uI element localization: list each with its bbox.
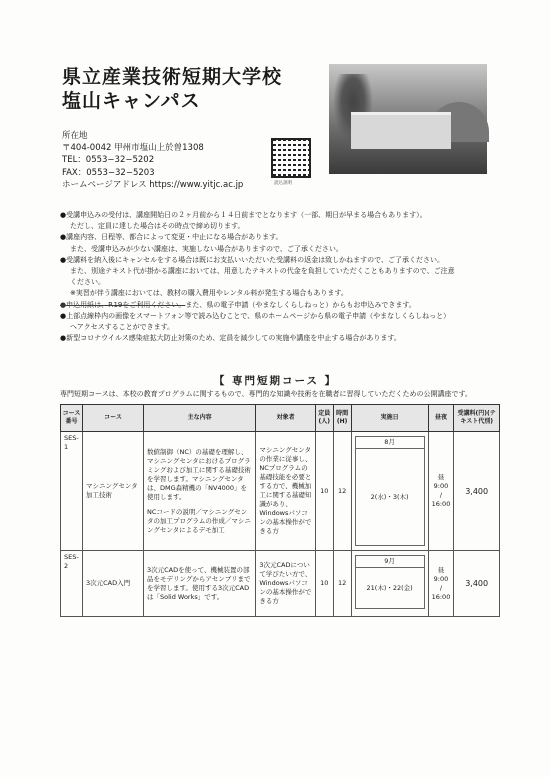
header-content: 主な内容 (144, 405, 256, 432)
course-content (144, 432, 256, 551)
note-5: ●上部点線枠内の画像をスマートフォン等で読み込むことで、県のホームページから県の電子申請（やまなしくらしねっと） (60, 311, 451, 320)
address-label: 所在地 (62, 131, 88, 141)
header-no: コース番号 (61, 405, 83, 432)
note-6: ●新型コロナウイルス感染症拡大防止対策のため、定員を減少しての実施や講座を中止する場合があります。 (60, 334, 401, 343)
fax: FAX：0553−32−5203 (62, 167, 155, 178)
course-date: 2(水)・3(木) (370, 492, 409, 501)
course-fee: 3,400 (454, 432, 500, 551)
notes (60, 210, 500, 344)
course-table (60, 404, 500, 617)
header-fee: 受講料(円)(テキスト代別) (454, 405, 500, 432)
school-name: 県立産業技術短期大学校 (62, 66, 283, 88)
table-row (61, 551, 500, 617)
course-name: マシニングセンタ加工技術 (82, 432, 143, 551)
header-hours: 時間(H) (333, 405, 351, 432)
note-3: ●受講料を納入後にキャンセルをする場合は既にお支払いいただいた受講料の返金は致しかねますので、ご了承ください。 (60, 255, 444, 264)
course-hours: 12 (333, 551, 351, 617)
table-header (61, 405, 500, 432)
course-time: 昼 9:00 / 16:00 (428, 432, 454, 551)
note-3c: ください。 (70, 278, 105, 287)
note-1b: ただし、定員に達した場合はその時点で締め切ります。 (70, 222, 245, 231)
note-4 (60, 300, 500, 311)
section-title: 【 専門短期コース 】 (213, 375, 338, 387)
note-2b: また、受講申込みが少ない講座は、実施しない場合がありますので、ご了承ください。 (70, 244, 343, 253)
course-no: SES-2 (61, 551, 83, 617)
course-month: 8月 (356, 437, 424, 449)
note-1: ●受講申込みの受付は、講座開始日の２ヶ月前から１４日前までとなります（一部、期日が早まる場合もあります）。 (60, 211, 427, 219)
course-hours: 12 (333, 432, 351, 551)
header-course: コース (82, 405, 143, 432)
note-2: ●講座内容、日程等、都合によって変更・中止になる場合があります。 (60, 233, 283, 242)
course-time: 昼 9:00 / 16:00 (428, 551, 454, 617)
postal-address: 〒404-0042 甲州市塩山上於曽1308 (62, 143, 204, 154)
header-time: 昼夜 (428, 405, 454, 432)
course-date: 21(木)・22(金) (366, 583, 413, 592)
section-desc: 専門短期コースは、本校の教育プログラムに関するもので、専門的な知識や技術を在職者に習得していただくための公開講座です。 (60, 390, 472, 398)
header-date: 実施日 (351, 405, 428, 432)
homepage[interactable]: ホームページアドレス https://www.yitjc.ac.jp (62, 179, 244, 190)
qr-label: 読込説明 (274, 181, 292, 186)
campus-photo (329, 64, 487, 174)
note-5b: へアクセスすることができます。 (70, 323, 175, 332)
campus-name: 塩山キャンパス (62, 90, 201, 112)
course-no: SES-1 (61, 432, 83, 551)
course-capacity: 10 (315, 432, 333, 551)
course-target: マシニングセンタの作業に従事し、NCプログラムの基礎技能を必要とする方で、機械加工に関する基礎知識があり、Windowsパソコンの基本操作ができる方 (256, 432, 315, 551)
course-month: 9月 (356, 556, 424, 568)
course-content: 3次元CADを使って、機械装置の部品をモデリングからアセンブリまでを学習します。使用する3次元CADは「Solid Works」です。 (144, 551, 256, 617)
course-fee: 3,400 (454, 551, 500, 617)
course-name: 3次元CAD入門 (82, 551, 143, 617)
course-date-cell (351, 551, 428, 617)
header-capacity: 定員(人) (315, 405, 333, 432)
course-target: 3次元CADについて学びたい方で、Windowsパソコンの基本操作ができる方 (256, 551, 315, 617)
qr-code-icon[interactable] (271, 138, 311, 178)
note-4-strike: ●申込用紙は、P.19をご利用ください。 (60, 300, 186, 309)
note-3b: また、別途テキスト代が掛かる講座においては、用意したテキストの代金を負担していただくこともありますので、ご注意 (70, 267, 455, 276)
content-sub: NCコードの説明／マシニングセンタの加工プログラムの作成／マシニングセンタによるデモ加工 (147, 507, 251, 534)
note-3d: ※実習が伴う講座においては、教材の購入費用やレンタル料が発生する場合もあります。 (70, 289, 348, 298)
course-capacity: 10 (315, 551, 333, 617)
content-main: 数値制御（NC）の基礎を理解し、マシニングセンタにおけるプログラミングおよび加工に関する基礎技術を学習します。マシニングセンタは、DMG森精機の「NV4000」を使用します。 (147, 447, 251, 501)
header-target: 対象者 (256, 405, 315, 432)
tel: TEL：0553−32−5202 (62, 155, 155, 166)
note-4-rest: また、県の電子申請（やまなしくらしねっと）からもお申込みできます。 (185, 300, 416, 309)
address-block (62, 130, 243, 191)
table-row (61, 432, 500, 551)
course-date-cell (351, 432, 428, 551)
building-image (351, 112, 451, 149)
